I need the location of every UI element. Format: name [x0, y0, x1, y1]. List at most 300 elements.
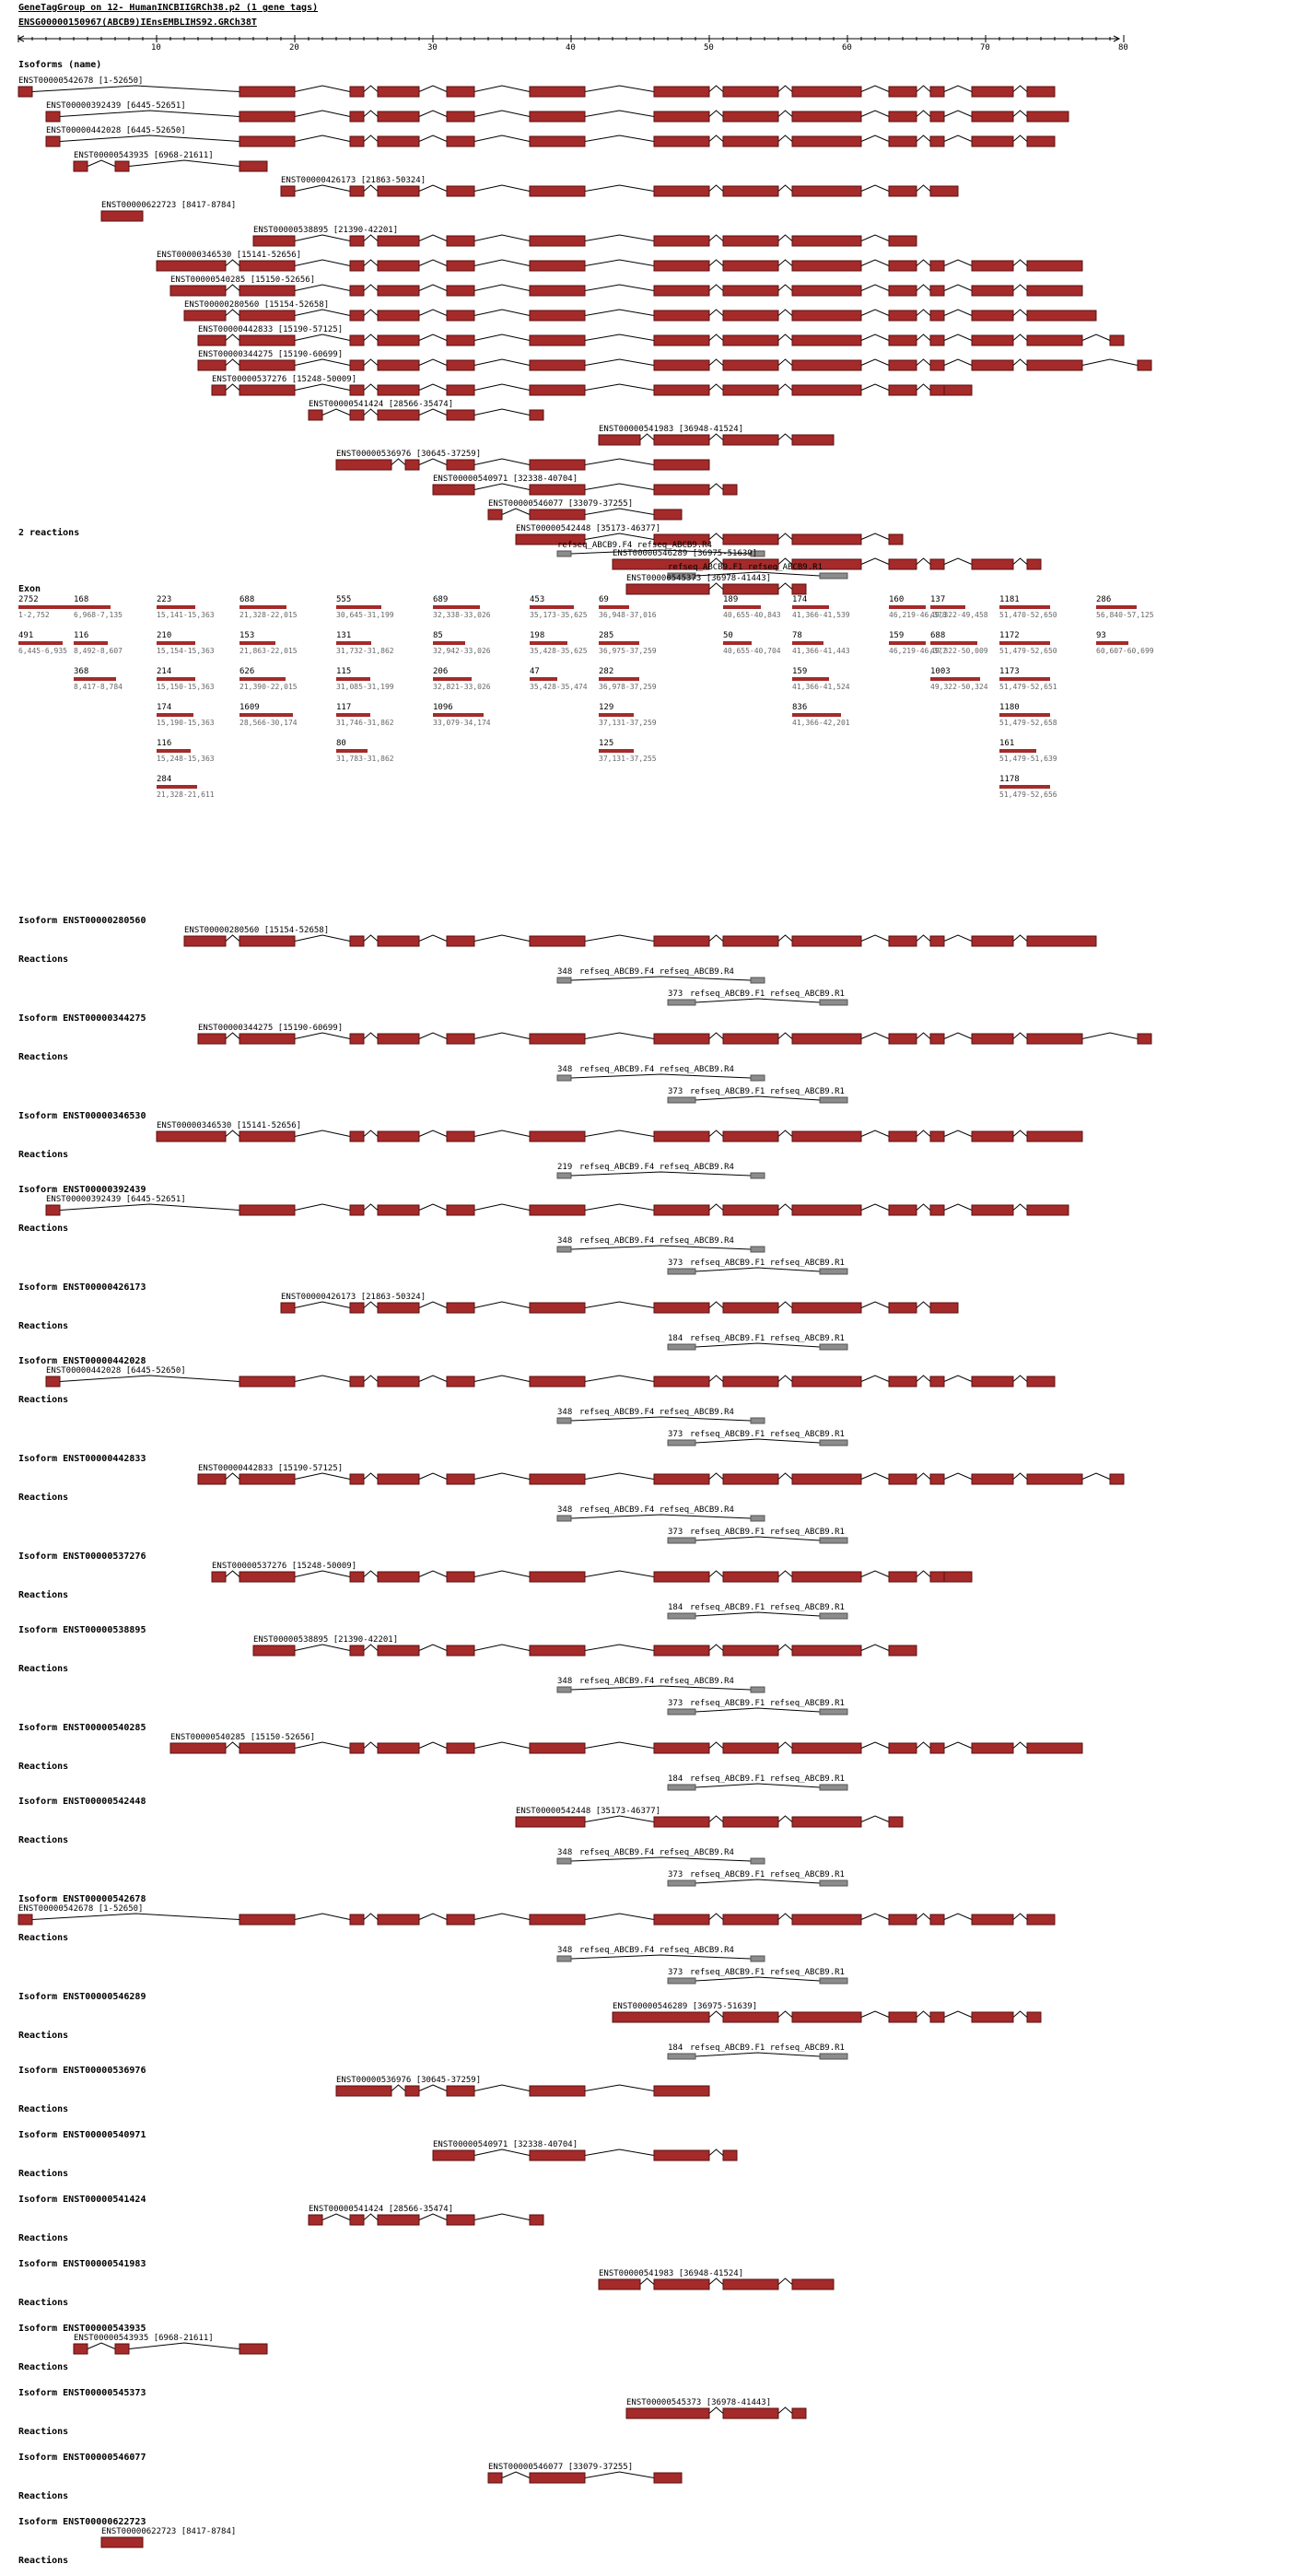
exon-block: [350, 1914, 364, 1925]
exon-length-bar: [433, 641, 465, 645]
reaction-label[interactable]: refseq_ABCB9.F1 refseq_ABCB9.R1: [690, 2043, 845, 2053]
reactions-subheading: Reactions: [18, 1224, 69, 1234]
exon-block: [378, 1914, 419, 1925]
reaction-label[interactable]: refseq_ABCB9.F4 refseq_ABCB9.R4: [579, 1408, 734, 1417]
intron-line: [226, 1571, 239, 1577]
ruler-tick-label: 60: [842, 43, 852, 53]
exon-block: [447, 1303, 474, 1313]
exon-block: [626, 584, 709, 594]
exon-block: [239, 385, 295, 395]
intron-line: [226, 384, 239, 391]
reactions-subheading: Reactions: [18, 2362, 69, 2372]
exon-block: [613, 2012, 709, 2022]
intron-line: [295, 1645, 350, 1651]
intron-line: [474, 86, 530, 92]
isoform-detail-title[interactable]: Isoform ENST00000542448: [18, 1797, 146, 1807]
isoform-detail-label: ENST00000540971 [32338-40704]: [433, 2140, 578, 2149]
exon-block: [930, 136, 944, 146]
intron-line: [419, 185, 447, 192]
intron-line: [419, 310, 447, 316]
reactions-subheading: Reactions: [18, 2298, 69, 2308]
intron-line: [295, 334, 350, 341]
gene-tag-link[interactable]: ENSG00000150967(ABCB9)IEnsEMBLIHS92.GRCh38T: [18, 18, 257, 28]
exon-block: [654, 435, 709, 445]
exon-block: [626, 2408, 709, 2418]
exon-block: [889, 1303, 917, 1313]
intron-line: [709, 1914, 723, 1920]
isoform-detail-title[interactable]: Isoform ENST00000540971: [18, 2130, 146, 2140]
exon-length-bar: [599, 605, 629, 609]
isoform-detail-label: ENST00000442833 [15190-57125]: [198, 1464, 344, 1473]
intron-line: [419, 2214, 447, 2220]
isoform-detail-title[interactable]: Isoform ENST00000622723: [18, 2517, 146, 2527]
intron-line: [474, 1742, 530, 1749]
isoform-label[interactable]: ENST00000545373 [36978-41443]: [626, 574, 772, 583]
exon-block: [350, 1376, 364, 1387]
exon-block: [488, 509, 502, 520]
exon-range: 51,479-52,658: [999, 719, 1057, 727]
intron-line: [917, 1914, 930, 1920]
intron-line: [419, 1033, 447, 1039]
exon-range: 32,338-33,026: [433, 611, 491, 619]
exon-block: [530, 335, 585, 345]
exon-length: 116: [157, 739, 172, 748]
isoform-detail-title[interactable]: Isoform ENST00000545373: [18, 2388, 146, 2398]
exon-block: [889, 136, 917, 146]
exon-block: [350, 1205, 364, 1215]
intron-line: [585, 2149, 654, 2156]
intron-line: [917, 310, 930, 316]
intron-line: [778, 1914, 792, 1920]
reaction-label[interactable]: refseq_ABCB9.F1 refseq_ABCB9.R1: [668, 563, 823, 572]
exon-block: [792, 1743, 861, 1753]
isoform-label[interactable]: ENST00000442028 [6445-52650]: [46, 126, 186, 135]
exon-block: [723, 1645, 778, 1656]
intron-line: [226, 935, 239, 942]
isoform-detail-label: ENST00000542448 [35173-46377]: [516, 1807, 661, 1816]
reaction-label[interactable]: refseq_ABCB9.F4 refseq_ABCB9.R4: [579, 1505, 734, 1515]
exon-block: [792, 385, 861, 395]
exon-block: [654, 286, 709, 296]
reactions-subheading: Reactions: [18, 2556, 69, 2566]
exon-range: 51,479-52,656: [999, 790, 1057, 799]
exon-block: [792, 1205, 861, 1215]
exon-block: [654, 485, 709, 495]
intron-line: [778, 135, 792, 142]
reaction-label[interactable]: refseq_ABCB9.F1 refseq_ABCB9.R1: [690, 989, 845, 999]
intron-line: [709, 484, 723, 490]
intron-line: [295, 1914, 350, 1920]
exon-length-bar: [723, 641, 752, 645]
exon-range: 51,479-52,651: [999, 683, 1057, 691]
intron-line: [364, 1376, 378, 1382]
exon-range: 46,219-46,378: [889, 611, 947, 619]
reaction-label[interactable]: refseq_ABCB9.F4 refseq_ABCB9.R4: [579, 1848, 734, 1857]
reaction-block: [751, 1687, 765, 1692]
intron-line: [695, 1879, 820, 1883]
exon-block: [723, 1131, 778, 1142]
exon-block: [239, 2344, 267, 2354]
reaction-label[interactable]: refseq_ABCB9.F4 refseq_ABCB9.R4: [579, 1677, 734, 1686]
isoform-detail-title[interactable]: Isoform ENST00000442833: [18, 1454, 146, 1464]
exon-length: 50: [723, 631, 733, 640]
intron-line: [709, 1376, 723, 1382]
isoform-detail-title[interactable]: Isoform ENST00000537276: [18, 1551, 146, 1562]
exon-length-bar: [723, 605, 761, 609]
intron-line: [695, 1977, 820, 1981]
isoform-detail-title[interactable]: Isoform ENST00000543935: [18, 2324, 146, 2334]
exon-block: [378, 111, 419, 122]
reaction-label[interactable]: refseq_ABCB9.F4 refseq_ABCB9.R4: [557, 541, 712, 550]
exon-block: [115, 161, 129, 171]
exon-block: [46, 136, 60, 146]
isoform-label[interactable]: ENST00000542678 [1-52650]: [18, 76, 144, 86]
reactions-heading: 2 reactions: [18, 528, 80, 538]
isoform-detail-title[interactable]: Isoform ENST00000344275: [18, 1013, 146, 1024]
intron-line: [695, 1268, 820, 1271]
intron-line: [709, 135, 723, 142]
intron-line: [585, 1816, 654, 1822]
exon-length-bar: [336, 605, 381, 609]
exon-length: 2752: [18, 595, 39, 604]
isoform-label[interactable]: ENST00000541983 [36948-41524]: [599, 425, 744, 434]
intron-line: [364, 111, 378, 117]
reaction-label[interactable]: refseq_ABCB9.F1 refseq_ABCB9.R1: [690, 1699, 845, 1708]
reaction-block: [557, 1858, 571, 1864]
exon-block: [184, 310, 226, 321]
reaction-label[interactable]: refseq_ABCB9.F1 refseq_ABCB9.R1: [690, 1968, 845, 1977]
exon-block: [972, 87, 1013, 97]
intron-line: [861, 533, 889, 540]
exon-block: [447, 1572, 474, 1582]
intron-line: [419, 235, 447, 241]
exon-block: [239, 360, 295, 370]
reaction-block: [668, 1344, 695, 1350]
reaction-label[interactable]: refseq_ABCB9.F1 refseq_ABCB9.R1: [690, 1774, 845, 1784]
reaction-block: [557, 978, 571, 983]
exon-block: [447, 460, 474, 470]
exon-block: [447, 1034, 474, 1044]
exon-length-bar: [433, 605, 480, 609]
reaction-label[interactable]: refseq_ABCB9.F4 refseq_ABCB9.R4: [579, 1946, 734, 1955]
exon-length-bar: [999, 605, 1050, 609]
intron-line: [861, 135, 889, 142]
intron-line: [419, 260, 447, 266]
intron-line: [364, 86, 378, 92]
isoform-label[interactable]: ENST00000344275 [15190-60699]: [198, 350, 344, 359]
exon-block: [792, 435, 834, 445]
intron-line: [364, 1033, 378, 1039]
reaction-block: [668, 1785, 695, 1790]
exon-block: [889, 1743, 917, 1753]
ruler-tick-label: 40: [566, 43, 576, 53]
isoform-detail-title[interactable]: Isoform ENST00000280560: [18, 916, 146, 926]
exon-block: [157, 1131, 226, 1142]
exon-block: [378, 186, 419, 196]
exon-block: [350, 1743, 364, 1753]
exon-length: 282: [599, 667, 614, 676]
reactions-subheading: Reactions: [18, 2104, 69, 2114]
exon-length-bar: [530, 677, 557, 681]
isoform-detail-title[interactable]: Isoform ENST00000546077: [18, 2453, 146, 2463]
reactions-subheading: Reactions: [18, 1933, 69, 1943]
exon-length: 117: [336, 703, 352, 712]
exon-block: [378, 385, 419, 395]
exon-block: [350, 87, 364, 97]
exon-block: [530, 410, 543, 420]
exon-range: 21,863-22,015: [239, 647, 298, 655]
reaction-block: [751, 1173, 765, 1178]
intron-line: [709, 310, 723, 316]
exon-block: [198, 1474, 226, 1484]
exon-block: [599, 435, 640, 445]
intron-line: [585, 1571, 654, 1577]
reaction-label[interactable]: refseq_ABCB9.F4 refseq_ABCB9.R4: [579, 1163, 734, 1172]
exon-block: [972, 1034, 1013, 1044]
exon-block: [972, 1743, 1013, 1753]
exon-block: [930, 1743, 944, 1753]
exon-block: [972, 335, 1013, 345]
isoform-detail-title[interactable]: Isoform ENST00000542678: [18, 1894, 146, 1904]
exon-block: [930, 111, 944, 122]
exon-block: [530, 1914, 585, 1925]
isoform-detail-title[interactable]: Isoform ENST00000538895: [18, 1625, 146, 1635]
exon-length: 223: [157, 595, 172, 604]
exon-block: [723, 2150, 737, 2160]
exon-block: [530, 236, 585, 246]
exon-length-bar: [336, 677, 370, 681]
exon-block: [405, 460, 419, 470]
isoform-detail-title[interactable]: Isoform ENST00000540285: [18, 1723, 146, 1733]
isoform-label[interactable]: ENST00000540971 [32338-40704]: [433, 474, 578, 484]
isoform-label[interactable]: ENST00000537276 [15248-50009]: [212, 375, 357, 384]
reaction-label[interactable]: refseq_ABCB9.F1 refseq_ABCB9.R1: [690, 1870, 845, 1879]
intron-line: [295, 1130, 350, 1137]
isoform-detail-title[interactable]: Isoform ENST00000536976: [18, 2066, 146, 2076]
intron-line: [709, 1645, 723, 1651]
exon-block: [170, 286, 226, 296]
exon-block: [1027, 1034, 1082, 1044]
exon-block: [972, 1205, 1013, 1215]
exon-range: 46,219-46,377: [889, 647, 947, 655]
exon-range: 21,390-22,015: [239, 683, 298, 691]
reaction-label[interactable]: refseq_ABCB9.F1 refseq_ABCB9.R1: [690, 1430, 845, 1439]
exon-block: [530, 1303, 585, 1313]
exon-length-bar: [239, 641, 275, 645]
reaction-block: [751, 1418, 765, 1423]
isoform-label[interactable]: ENST00000280560 [15154-52658]: [184, 300, 330, 310]
exon-block: [930, 335, 944, 345]
exon-block: [336, 460, 391, 470]
isoform-label[interactable]: ENST00000540285 [15150-52656]: [170, 275, 316, 285]
exon-block: [378, 1131, 419, 1142]
intron-line: [1013, 1914, 1027, 1920]
intron-line: [474, 260, 530, 266]
intron-line: [60, 1376, 239, 1382]
intron-line: [295, 1033, 350, 1039]
isoform-detail-title[interactable]: Isoform ENST00000546289: [18, 1992, 146, 2002]
page-title[interactable]: GeneTagGroup on 12- HumanINCBIIGRCh38.p2 (1 gene tags): [18, 3, 319, 13]
exon-range: 49,322-50,324: [930, 683, 988, 691]
exon-block: [198, 335, 226, 345]
isoform-label[interactable]: ENST00000392439 [6445-52651]: [46, 101, 186, 111]
isoform-label[interactable]: ENST00000541424 [28566-35474]: [309, 400, 454, 409]
intron-line: [474, 1571, 530, 1577]
intron-line: [709, 86, 723, 92]
intron-line: [1013, 285, 1027, 291]
intron-line: [944, 1376, 972, 1382]
exon-length-bar: [336, 713, 370, 717]
exon-block: [930, 1034, 944, 1044]
reaction-label[interactable]: refseq_ABCB9.F1 refseq_ABCB9.R1: [690, 1087, 845, 1096]
reactions-subheading: Reactions: [18, 954, 69, 965]
reactions-subheading: Reactions: [18, 1493, 69, 1503]
exon-block: [350, 286, 364, 296]
intron-line: [364, 935, 378, 942]
isoform-detail-title[interactable]: Isoform ENST00000442028: [18, 1356, 146, 1366]
exon-block: [972, 310, 1013, 321]
exon-block: [889, 1205, 917, 1215]
intron-line: [917, 111, 930, 117]
isoform-label[interactable]: ENST00000536976 [30645-37259]: [336, 450, 482, 459]
exon-block: [889, 111, 917, 122]
isoform-detail-title[interactable]: Isoform ENST00000346530: [18, 1111, 146, 1121]
exon-block: [488, 2473, 502, 2483]
exon-block: [46, 1205, 60, 1215]
intron-line: [861, 1473, 889, 1480]
isoform-detail-label: ENST00000541424 [28566-35474]: [309, 2205, 454, 2214]
intron-line: [364, 409, 378, 416]
exon-block: [1027, 1474, 1082, 1484]
exon-range: 41,366-41,524: [792, 683, 850, 691]
reaction-block: [820, 2054, 847, 2059]
intron-line: [571, 977, 751, 980]
exon-length: 174: [157, 703, 172, 712]
exon-block: [889, 2012, 917, 2022]
intron-line: [861, 935, 889, 942]
isoform-label[interactable]: ENST00000442833 [15190-57125]: [198, 325, 344, 334]
isoform-detail-title[interactable]: Isoform ENST00000541983: [18, 2259, 146, 2269]
exon-block: [530, 186, 585, 196]
exon-block: [378, 1645, 419, 1656]
exon-block: [930, 1205, 944, 1215]
intron-line: [778, 1571, 792, 1577]
exon-length: 214: [157, 667, 172, 676]
exon-block: [378, 410, 419, 420]
isoform-label[interactable]: ENST00000622723 [8417-8784]: [101, 201, 237, 210]
reaction-label[interactable]: refseq_ABCB9.F4 refseq_ABCB9.R4: [579, 967, 734, 977]
isoform-label[interactable]: ENST00000346530 [15141-52656]: [157, 251, 302, 260]
intron-line: [585, 310, 654, 316]
exon-block: [654, 2150, 709, 2160]
exon-length: 129: [599, 703, 614, 712]
exon-block: [654, 1817, 709, 1827]
exon-block: [972, 111, 1013, 122]
intron-line: [474, 310, 530, 316]
isoform-label[interactable]: ENST00000543935 [6968-21611]: [74, 151, 214, 160]
isoform-detail-title[interactable]: Isoform ENST00000426173: [18, 1282, 146, 1293]
intron-line: [917, 558, 930, 565]
exon-length-bar: [1096, 641, 1128, 645]
exon-block: [530, 286, 585, 296]
intron-line: [585, 334, 654, 341]
exon-block: [1027, 1376, 1055, 1387]
exon-block: [889, 559, 917, 569]
exon-range: 6,445-6,935: [18, 647, 67, 655]
reaction-count: 373: [668, 1528, 683, 1537]
exon-range: 15,190-15,363: [157, 719, 215, 727]
exon-block: [530, 460, 585, 470]
exon-length: 189: [723, 595, 739, 604]
reaction-count: 184: [668, 2043, 683, 2053]
exon-block: [930, 1572, 944, 1582]
reaction-label[interactable]: refseq_ABCB9.F1 refseq_ABCB9.R1: [690, 1259, 845, 1268]
intron-line: [709, 1742, 723, 1749]
intron-line: [917, 285, 930, 291]
exon-block: [530, 1743, 585, 1753]
reaction-block: [557, 1075, 571, 1081]
intron-line: [585, 2472, 654, 2478]
reaction-label[interactable]: refseq_ABCB9.F1 refseq_ABCB9.R1: [690, 1528, 845, 1537]
ruler-tick-label: 50: [704, 43, 714, 53]
exon-block: [530, 2150, 585, 2160]
intron-line: [778, 285, 792, 291]
isoform-label[interactable]: ENST00000538895 [21390-42201]: [253, 226, 399, 235]
exon-block: [930, 186, 958, 196]
reactions-subheading: Reactions: [18, 2427, 69, 2437]
exon-length-bar: [530, 605, 574, 609]
exon-length-bar: [18, 605, 76, 609]
isoform-detail-title[interactable]: Isoform ENST00000541424: [18, 2195, 146, 2205]
exon-length-bar: [157, 605, 195, 609]
intron-line: [585, 1033, 654, 1039]
exon-block: [654, 136, 709, 146]
exon-length: 115: [336, 667, 352, 676]
intron-line: [944, 135, 972, 142]
isoform-label[interactable]: ENST00000542448 [35173-46377]: [516, 524, 661, 533]
exon-block: [944, 1572, 972, 1582]
reaction-block: [668, 1709, 695, 1715]
reaction-label[interactable]: refseq_ABCB9.F1 refseq_ABCB9.R1: [690, 1334, 845, 1343]
intron-line: [295, 1302, 350, 1308]
exon-block: [170, 1743, 226, 1753]
exon-block: [309, 410, 322, 420]
reaction-block: [820, 1978, 847, 1984]
exon-length-bar: [74, 605, 111, 609]
exon-block: [378, 2215, 419, 2225]
exon-block: [654, 936, 709, 946]
exon-length-bar: [74, 641, 108, 645]
intron-line: [226, 359, 239, 366]
exon-block: [350, 1572, 364, 1582]
exon-range: 51,479-52,650: [999, 647, 1057, 655]
reaction-label[interactable]: refseq_ABCB9.F1 refseq_ABCB9.R1: [690, 1603, 845, 1612]
exon-length: 174: [792, 595, 808, 604]
isoform-label[interactable]: ENST00000426173 [21863-50324]: [281, 176, 426, 185]
isoform-label[interactable]: ENST00000546077 [33079-37255]: [488, 499, 634, 509]
reaction-label[interactable]: refseq_ABCB9.F4 refseq_ABCB9.R4: [579, 1065, 734, 1074]
isoform-label[interactable]: ENST00000546289 [36975-51639]: [613, 549, 758, 558]
exon-block: [723, 286, 778, 296]
exon-block: [447, 936, 474, 946]
exon-block: [239, 261, 295, 271]
intron-line: [778, 359, 792, 366]
isoform-detail-title[interactable]: Isoform ENST00000392439: [18, 1185, 146, 1195]
reaction-label[interactable]: refseq_ABCB9.F4 refseq_ABCB9.R4: [579, 1236, 734, 1246]
exon-block: [447, 1914, 474, 1925]
intron-line: [917, 135, 930, 142]
reaction-count: 219: [557, 1163, 573, 1172]
